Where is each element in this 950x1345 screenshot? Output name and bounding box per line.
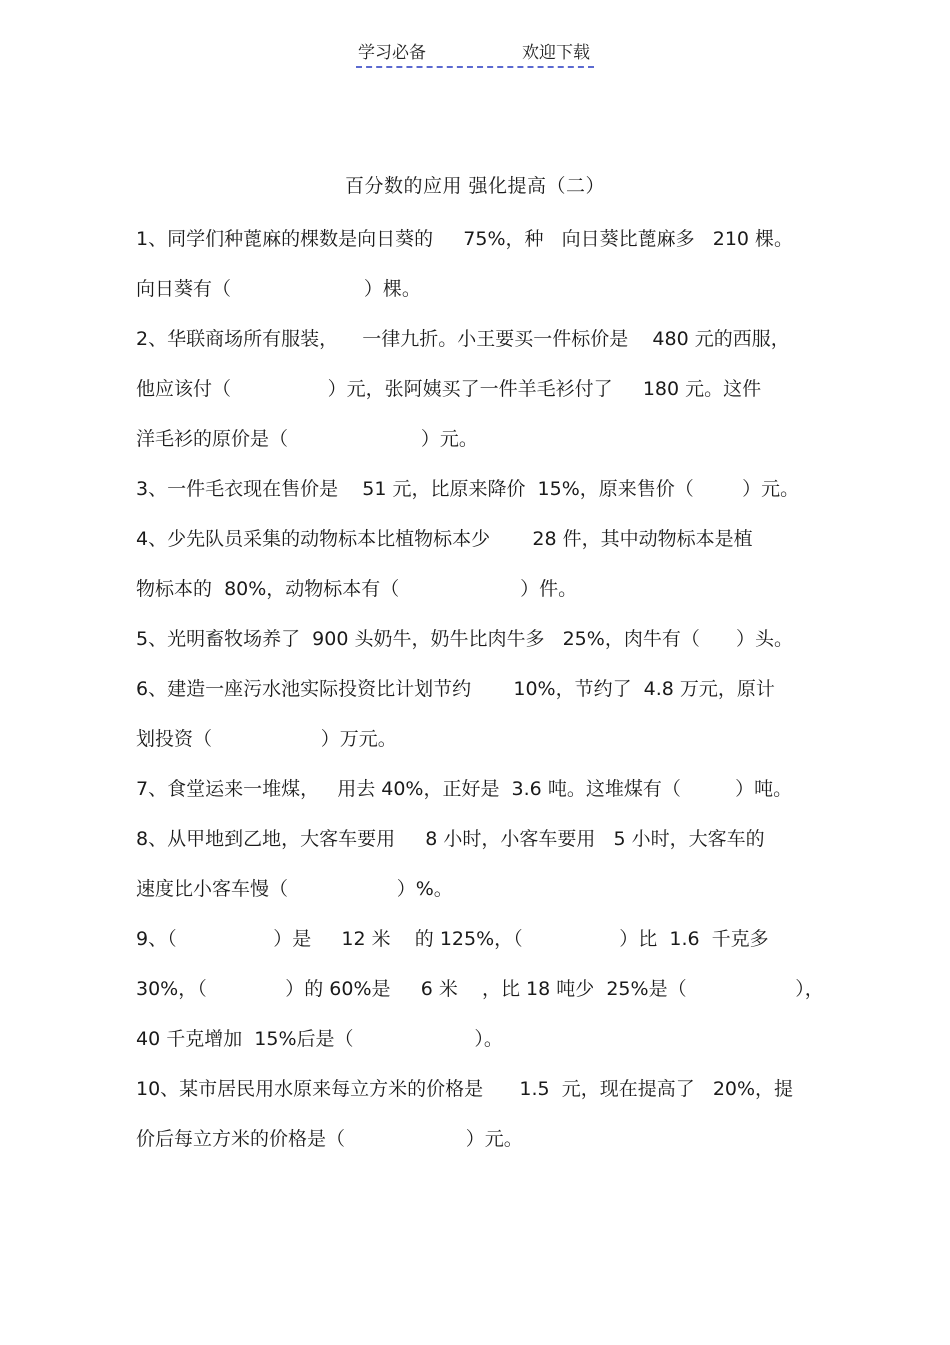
- page-header: [356, 40, 594, 68]
- text-line: 10、某市居民用水原来每立方米的价格是 1.5 元，现在提高了 20%，提: [136, 1078, 794, 1100]
- text-line: 3、一件毛衣现在售价是 51 元，比原来降价 15%，原来售价（ ）元。: [136, 478, 800, 500]
- text-line: 7、食堂运来一堆煤， 用去 40%，正好是 3.6 吨。这堆煤有（ ）吨。: [136, 778, 793, 800]
- worksheet-title: 百分数的应用 强化提高（二）: [344, 175, 606, 197]
- text-line: 物标本的 80%，动物标本有（ ）件。: [136, 578, 578, 600]
- text-line: 40 千克增加 15%后是（ ）。: [136, 1028, 503, 1050]
- text-line: 价后每立方米的价格是（ ）元。: [136, 1128, 523, 1150]
- header-right-text: 欢迎下载: [522, 43, 590, 63]
- text-line: 8、从甲地到乙地，大客车要用 8 小时，小客车要用 5 小时，大客车的: [136, 828, 765, 850]
- text-line: 4、少先队员采集的动物标本比植物标本少 28 件，其中动物标本是植: [136, 528, 753, 550]
- text-line: 30%，（ ）的 60%是 6 米 ，比 18 吨少 25%是（ ），: [136, 978, 824, 1000]
- text-line: 2、华联商场所有服装， 一律九折。小王要买一件标价是 480 元的西服，: [136, 328, 790, 350]
- text-line: 洋毛衫的原价是（ ）元。: [136, 428, 478, 450]
- text-line: 6、建造一座污水池实际投资比计划节约 10%，节约了 4.8 万元，原计: [136, 678, 775, 700]
- text-line: 速度比小客车慢（ ）%。: [136, 878, 453, 900]
- text-line: 划投资（ ）万元。: [136, 728, 397, 750]
- text-line: 9、（ ）是 12 米 的 125%，（ ）比 1.6 千克多: [136, 928, 769, 950]
- worksheet-content: [136, 222, 826, 1172]
- text-line: 他应该付（ ）元，张阿姨买了一件羊毛衫付了 180 元。这件: [136, 378, 762, 400]
- text-line: 5、光明畜牧场养了 900 头奶牛，奶牛比肉牛多 25%，肉牛有（ ）头。: [136, 628, 794, 650]
- text-line: 1、同学们种蓖麻的棵数是向日葵的 75%，种 向日葵比蓖麻多 210 棵。: [136, 228, 794, 250]
- header-left-text: 学习必备: [358, 43, 426, 63]
- text-line: 向日葵有（ ）棵。: [136, 278, 421, 300]
